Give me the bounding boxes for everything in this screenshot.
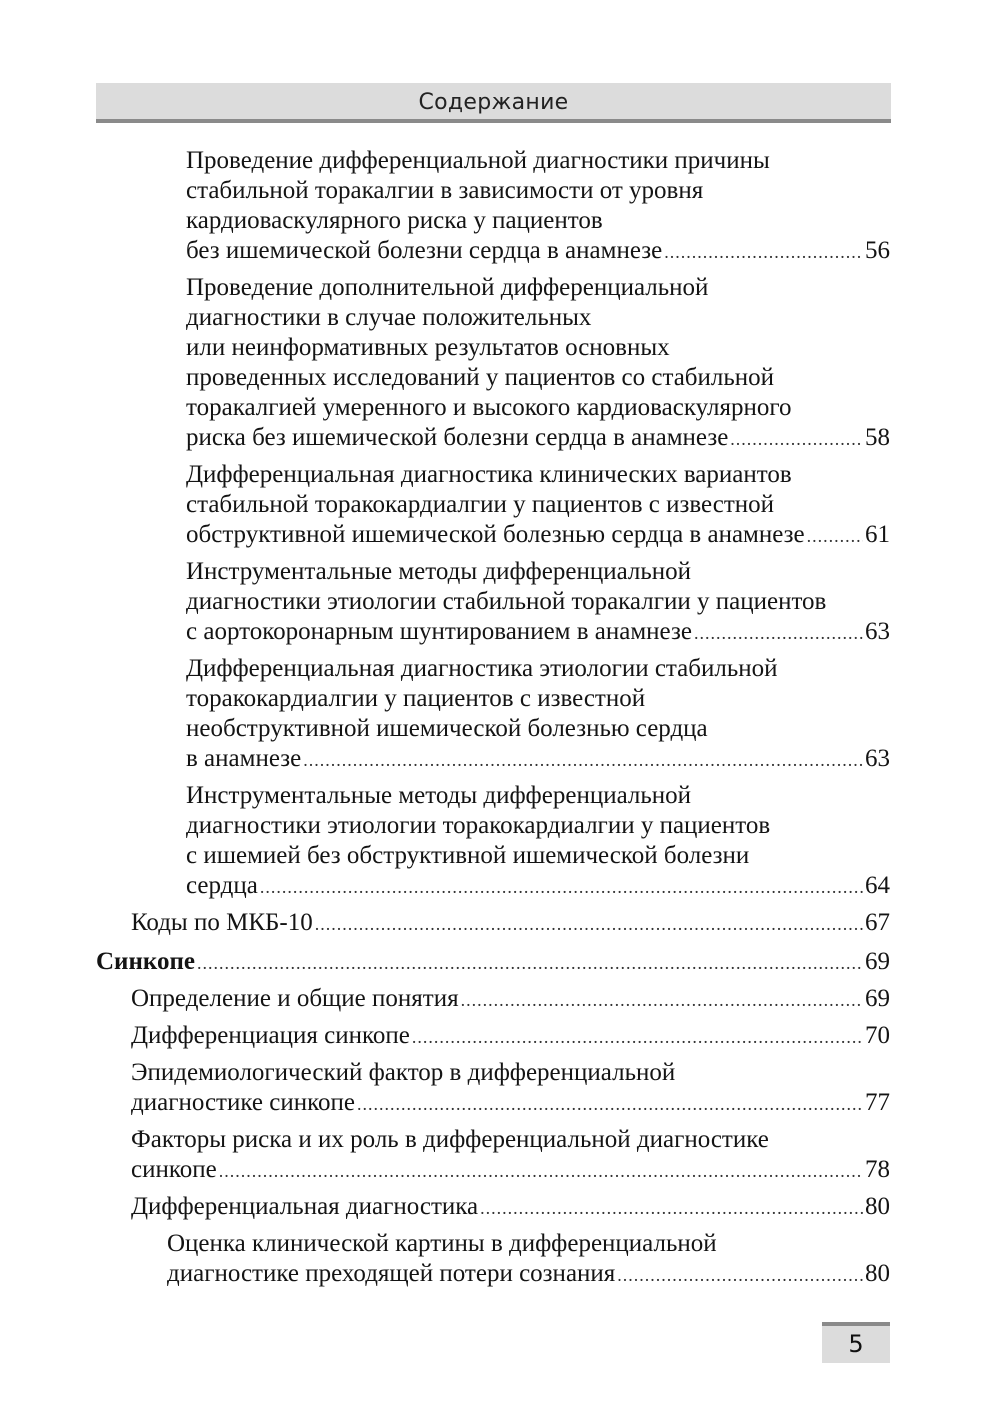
toc-page-number: 56 [865, 237, 890, 264]
toc-entry-title: синкопе [131, 1156, 217, 1183]
toc-entry-line: Инструментальные методы дифференциальной [186, 558, 692, 585]
toc-page-number: 80 [865, 1193, 890, 1220]
toc-entry-last-line [186, 236, 890, 267]
dot-leader [730, 424, 863, 454]
dot-leader [461, 985, 863, 1015]
toc-entry-last-line [131, 1192, 890, 1223]
toc-entry-line: стабильной торакалгии в зависимости от уровня [186, 177, 704, 204]
toc-page-number: 67 [865, 909, 890, 936]
toc-entry-line: Инструментальные методы дифференциальной [186, 782, 692, 809]
dot-leader [807, 521, 863, 551]
toc-entry-last-line [186, 871, 890, 902]
toc-entry-title: Определение и общие понятия [131, 985, 459, 1012]
toc-entry-line: торакокардиалгии у пациентов с известной [186, 685, 646, 712]
toc-entry[interactable] [131, 1125, 890, 1186]
toc-entry[interactable] [186, 460, 890, 551]
toc-entry-line: диагностики в случае положительных [186, 304, 592, 331]
toc-entry[interactable] [96, 947, 890, 978]
toc-entry-last-line [131, 1155, 890, 1186]
toc-entry-last-line [131, 984, 890, 1015]
toc-entry-title: диагностике преходящей потери сознания [167, 1260, 616, 1287]
running-header [96, 83, 891, 123]
toc-entry-line: диагностики этиологии стабильной торакалгии у пациентов [186, 588, 827, 615]
toc-entry-title: сердца [186, 872, 258, 899]
table-of-contents [0, 146, 1000, 1296]
toc-entry[interactable] [186, 557, 890, 648]
toc-entry-title: обструктивной ишемической болезнью сердца в анамнезе [186, 521, 805, 548]
toc-entry[interactable] [131, 984, 890, 1015]
toc-entry-line: Эпидемиологический фактор в дифференциальной [131, 1059, 676, 1086]
toc-entry[interactable] [186, 781, 890, 902]
dot-leader [197, 948, 863, 978]
toc-entry-last-line [131, 1021, 890, 1052]
dot-leader [315, 909, 863, 939]
toc-entry-line: Проведение дополнительной дифференциальной [186, 274, 709, 301]
toc-entry-last-line [186, 520, 890, 551]
toc-entry-line: Факторы риска и их роль в дифференциальной диагностике [131, 1126, 769, 1153]
toc-entry[interactable] [131, 1021, 890, 1052]
dot-leader [260, 872, 863, 902]
toc-entry-title: Дифференциация синкопе [131, 1022, 410, 1049]
toc-page-number: 77 [865, 1089, 890, 1116]
toc-page-number: 58 [865, 424, 890, 451]
toc-entry-line: Проведение дифференциальной диагностики причины [186, 147, 770, 174]
page-number-box [822, 1322, 890, 1363]
toc-entry-last-line [186, 423, 890, 454]
toc-entry-line: необструктивной ишемической болезнью сердца [186, 715, 708, 742]
toc-entry-line: проведенных исследований у пациентов со стабильной [186, 364, 775, 391]
toc-entry-last-line [131, 908, 890, 939]
toc-entry-title: с аортокоронарным шунтированием в анамнезе [186, 618, 692, 645]
toc-entry-title: Дифференциальная диагностика [131, 1193, 479, 1220]
toc-entry[interactable] [186, 654, 890, 775]
toc-entry-last-line [131, 1088, 890, 1119]
toc-page-number: 64 [865, 872, 890, 899]
toc-entry-title: без ишемической болезни сердца в анамнезе [186, 237, 663, 264]
toc-entry-title: Синкопе [96, 948, 195, 975]
toc-page-number: 69 [865, 948, 890, 975]
dot-leader [303, 745, 863, 775]
toc-page-number: 63 [865, 618, 890, 645]
toc-entry[interactable] [186, 146, 890, 267]
toc-entry-last-line [96, 947, 890, 978]
dot-leader [219, 1156, 863, 1186]
toc-page-number: 61 [865, 521, 890, 548]
toc-entry-last-line [167, 1259, 890, 1290]
dot-leader [357, 1089, 863, 1119]
toc-entry-line: стабильной торакокардиалгии у пациентов с известной [186, 491, 775, 518]
toc-page-number: 69 [865, 985, 890, 1012]
toc-entry[interactable] [186, 273, 890, 454]
toc-entry-title: в анамнезе [186, 745, 302, 772]
dot-leader [412, 1022, 863, 1052]
toc-entry-line: с ишемией без обструктивной ишемической болезни [186, 842, 750, 869]
toc-entry[interactable] [131, 1192, 890, 1223]
toc-entry-line: или неинформативных результатов основных [186, 334, 670, 361]
toc-entry-line: Оценка клинической картины в дифференциальной [167, 1230, 717, 1257]
toc-page-number: 63 [865, 745, 890, 772]
toc-entry-title: Коды по МКБ-10 [131, 909, 313, 936]
running-header-title: Содержание [418, 90, 569, 115]
dot-leader [617, 1260, 863, 1290]
toc-page-number: 70 [865, 1022, 890, 1049]
toc-entry[interactable] [131, 908, 890, 939]
toc-entry-line: кардиоваскулярного риска у пациентов [186, 207, 603, 234]
toc-entry-last-line [186, 617, 890, 648]
toc-entry-line: Дифференциальная диагностика этиологии стабильной [186, 655, 778, 682]
toc-entry[interactable] [131, 1058, 890, 1119]
toc-entry-line: торакалгией умеренного и высокого кардиоваскулярного [186, 394, 792, 421]
toc-entry-line: диагностики этиологии торакокардиалгии у пациентов [186, 812, 771, 839]
toc-entry-title: риска без ишемической болезни сердца в анамнезе [186, 424, 729, 451]
toc-entry[interactable] [167, 1229, 890, 1290]
toc-page-number: 78 [865, 1156, 890, 1183]
toc-page-number: 80 [865, 1260, 890, 1287]
toc-entry-last-line [186, 744, 890, 775]
toc-entry-title: диагностике синкопе [131, 1089, 355, 1116]
page-number: 5 [848, 1330, 864, 1358]
dot-leader [480, 1193, 863, 1223]
toc-entry-line: Дифференциальная диагностика клинических вариантов [186, 461, 792, 488]
dot-leader [664, 237, 863, 267]
dot-leader [694, 618, 863, 648]
